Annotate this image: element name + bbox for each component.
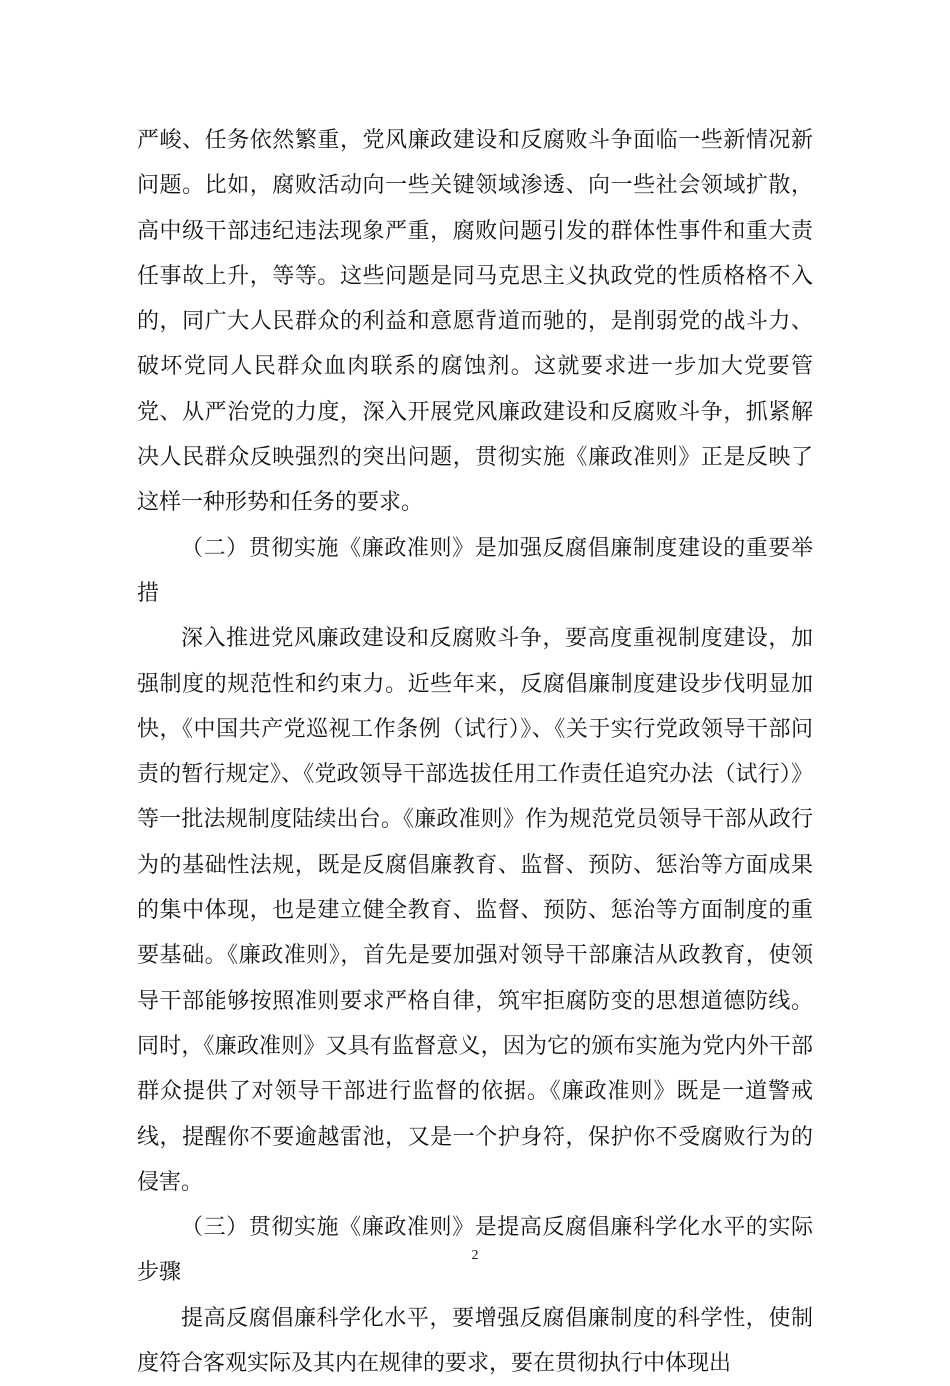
section-heading-2: （二）贯彻实施《廉政准则》是加强反腐倡廉制度建设的重要举措 <box>137 535 813 606</box>
document-body <box>137 118 813 1386</box>
page-number: 2 <box>471 1248 479 1263</box>
paragraph-continuation: 严峻、任务依然繁重，党风廉政建设和反腐败斗争面临一些新情况新问题。比如，腐败活动向一些关键领域渗透、向一些社会领域扩散，高中级干部违纪违法现象严重，腐败问题引发的群体性事件和重大责任事故上升，等等。这些问题是同马克思主义执政党的性质格格不入的，同广大人民群众的利益和意愿背道而驰的，是削弱党的战斗力、破坏党同人民群众血肉联系的腐蚀剂。这就要求进一步加大党要管党、从严治党的力度，深入开展党风廉政建设和反腐败斗争，抓紧解决人民群众反映强烈的突出问题，贯彻实施《廉政准则》正是反映了这样一种形势和任务的要求。 <box>137 128 813 516</box>
paragraph-system-building: 深入推进党风廉政建设和反腐败斗争，要高度重视制度建设，加强制度的规范性和约束力。近些年来，反腐倡廉制度建设步伐明显加快，《中国共产党巡视工作条例（试行）》、《关于实行党政领导干部问责的暂行规定》、《党政领导干部选拔任用工作责任追究办法（试行）》等一批法规制度陆续出台。《廉政准则》作为规范党员领导干部从政行为的基础性法规，既是反腐倡廉教育、监督、预防、惩治等方面成果的集中体现，也是建立健全教育、监督、预防、惩治等方面制度的重要基础。《廉政准则》，首先是要加强对领导干部廉洁从政教育，使领导干部能够按照准则要求严格自律，筑牢拒腐防变的思想道德防线。同时，《廉政准则》又具有监督意义，因为它的颁布实施为党内外干部群众提供了对领导干部进行监督的依据。《廉政准则》既是一道警戒线，提醒你不要逾越雷池，又是一个护身符，保护你不受腐败行为的侵害。 <box>137 626 813 1195</box>
section-heading-3: （三）贯彻实施《廉政准则》是提高反腐倡廉科学化水平的实际步骤 <box>137 1215 813 1286</box>
paragraph-scientific-level: 提高反腐倡廉科学化水平，要增强反腐倡廉制度的科学性，使制度符合客观实际及其内在规律的要求，要在贯彻执行中体现出 <box>137 1305 813 1377</box>
